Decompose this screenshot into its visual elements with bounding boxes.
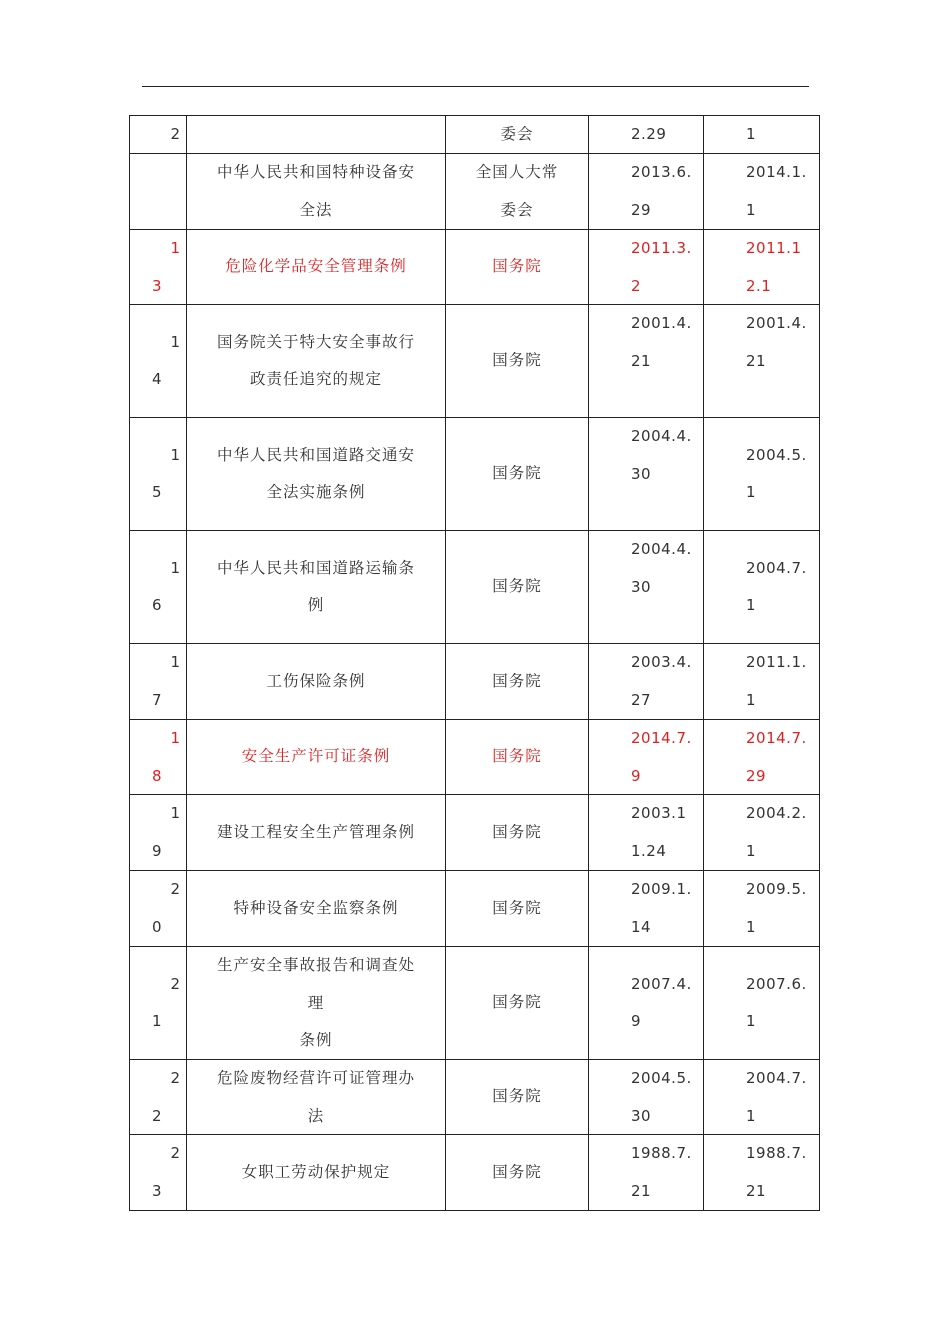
- issue-date-text: 2003.1: [631, 804, 687, 822]
- regulation-name-cell: [187, 1135, 446, 1211]
- issuing-authority-cell: [446, 644, 589, 720]
- effective-date-text: 21: [746, 1181, 767, 1200]
- issuing-authority-cell: [446, 947, 589, 1060]
- row-number-cell: [130, 230, 187, 305]
- effective-date-text: 2011.1: [746, 239, 802, 257]
- regulation-name-cell: [187, 1060, 446, 1135]
- regulation-name-text: 条例: [299, 1031, 333, 1049]
- issue-date-cell: [589, 305, 704, 418]
- issue-date-text: 2: [631, 276, 642, 295]
- table-row: [130, 230, 820, 305]
- issue-date-cell: [589, 154, 704, 230]
- issue-date-cell: [589, 116, 704, 154]
- regulation-name-text: 全法: [299, 200, 333, 219]
- issuing-authority-cell: [446, 154, 589, 230]
- row-number-cell: [130, 1060, 187, 1135]
- issuing-authority-cell: [446, 1060, 589, 1135]
- effective-date-text: 2004.7.: [746, 558, 807, 577]
- row-number-text: 1: [170, 804, 180, 822]
- row-number-text: 1: [170, 445, 180, 464]
- regulation-name-cell: [187, 795, 446, 871]
- regulation-name-cell: [187, 871, 446, 947]
- issue-date-text: 21: [631, 351, 652, 370]
- effective-date-text: 2009.5.: [746, 880, 807, 898]
- regulation-name-text: 女职工劳动保护规定: [241, 1162, 391, 1181]
- regulation-name-text: 危险化学品安全管理条例: [225, 257, 407, 276]
- issue-date-text: 9: [631, 1012, 642, 1030]
- effective-date-cell: [704, 1060, 820, 1135]
- issue-date-cell: [589, 871, 704, 947]
- issue-date-cell: [589, 720, 704, 795]
- row-number-text: 5: [152, 483, 162, 501]
- table-row: [130, 871, 820, 947]
- issuing-authority-text: 国务院: [492, 1162, 542, 1181]
- header-rule: [142, 86, 809, 87]
- regulations-table: [129, 115, 820, 1211]
- regulation-name-text: 全法实施条例: [266, 483, 366, 501]
- effective-date-text: 2007.6.: [746, 974, 807, 993]
- effective-date-cell: [704, 947, 820, 1060]
- issuing-authority-cell: [446, 531, 589, 644]
- effective-date-text: 1: [746, 200, 757, 219]
- table-row: [130, 418, 820, 531]
- issue-date-cell: [589, 644, 704, 720]
- row-number-cell: [130, 720, 187, 795]
- issue-date-text: 30: [631, 464, 652, 483]
- effective-date-cell: [704, 871, 820, 947]
- issuing-authority-cell: [446, 230, 589, 305]
- row-number-cell: [130, 644, 187, 720]
- effective-date-cell: [704, 305, 820, 418]
- issue-date-cell: [589, 795, 704, 871]
- table-row: [130, 947, 820, 1060]
- regulation-name-cell: [187, 644, 446, 720]
- table-row: [130, 531, 820, 644]
- issue-date-text: 2014.7.: [631, 729, 692, 747]
- regulation-name-cell: [187, 720, 446, 795]
- effective-date-text: 21: [746, 351, 767, 370]
- effective-date-text: 2011.1.: [746, 653, 807, 671]
- row-number-text: 0: [152, 917, 162, 936]
- regulation-name-text: 工伤保险条例: [266, 671, 366, 690]
- row-number-cell: [130, 1135, 187, 1211]
- issue-date-text: 21: [631, 1181, 652, 1200]
- issue-date-text: 30: [631, 1106, 652, 1125]
- effective-date-text: 2004.5.: [746, 445, 807, 464]
- issue-date-text: 2013.6.: [631, 163, 692, 181]
- regulation-name-text: 中华人民共和国道路运输条: [216, 558, 415, 577]
- issue-date-text: 2009.1.: [631, 880, 692, 898]
- issuing-authority-text: 国务院: [492, 747, 542, 766]
- row-number-text: 1: [170, 239, 180, 257]
- issuing-authority-cell: [446, 418, 589, 531]
- row-number-cell: [130, 116, 187, 154]
- issuing-authority-text: 国务院: [492, 351, 542, 370]
- regulation-name-cell: [187, 116, 446, 154]
- effective-date-text: 1: [746, 596, 757, 614]
- issue-date-cell: [589, 230, 704, 305]
- table-row: [130, 720, 820, 795]
- issuing-authority-text: 国务院: [492, 577, 542, 596]
- effective-date-text: 29: [746, 766, 767, 785]
- table-row: [130, 116, 820, 154]
- row-number-text: 1: [152, 1012, 162, 1030]
- regulation-name-text: 理: [307, 993, 325, 1012]
- issuing-authority-text: 国务院: [492, 822, 542, 841]
- regulation-name-text: 危险废物经营许可证管理办: [216, 1069, 415, 1087]
- effective-date-cell: [704, 418, 820, 531]
- row-number-text: 8: [152, 766, 162, 785]
- issue-date-text: 29: [631, 200, 652, 219]
- issue-date-text: 9: [631, 766, 642, 785]
- row-number-text: 1: [170, 332, 180, 351]
- row-number-text: 2: [152, 1106, 162, 1125]
- row-number-cell: [130, 154, 187, 230]
- row-number-cell: [130, 305, 187, 418]
- effective-date-text: 2001.4.: [746, 314, 807, 332]
- effective-date-cell: [704, 116, 820, 154]
- issue-date-text: 1.24: [631, 841, 667, 860]
- regulation-name-text: 中华人民共和国特种设备安: [216, 163, 415, 181]
- row-number-text: 2: [170, 880, 180, 898]
- issue-date-text: 2.29: [631, 125, 667, 143]
- table-row: [130, 305, 820, 418]
- regulation-name-cell: [187, 154, 446, 230]
- issuing-authority-text: 委会: [500, 200, 534, 219]
- row-number-text: 6: [152, 596, 162, 614]
- effective-date-text: 2004.2.: [746, 804, 807, 822]
- row-number-text: 2: [170, 974, 180, 993]
- row-number-text: 9: [152, 841, 162, 860]
- effective-date-text: 1: [746, 483, 757, 501]
- row-number-text: 2: [170, 125, 180, 143]
- issue-date-cell: [589, 418, 704, 531]
- issuing-authority-text: 委会: [500, 125, 534, 143]
- table-row: [130, 644, 820, 720]
- issue-date-text: 2004.4.: [631, 540, 692, 558]
- row-number-cell: [130, 947, 187, 1060]
- issuing-authority-text: 国务院: [492, 993, 542, 1012]
- row-number-text: 1: [170, 558, 180, 577]
- issue-date-text: 2007.4.: [631, 974, 692, 993]
- effective-date-cell: [704, 795, 820, 871]
- issue-date-text: 1988.7.: [631, 1144, 692, 1162]
- regulation-name-cell: [187, 531, 446, 644]
- issuing-authority-cell: [446, 720, 589, 795]
- issuing-authority-cell: [446, 1135, 589, 1211]
- effective-date-text: 1: [746, 841, 757, 860]
- issuing-authority-cell: [446, 305, 589, 418]
- row-number-cell: [130, 531, 187, 644]
- issuing-authority-text: 国务院: [492, 898, 542, 917]
- regulation-name-text: 政责任追究的规定: [249, 370, 382, 388]
- table-row: [130, 1135, 820, 1211]
- issuing-authority-cell: [446, 795, 589, 871]
- effective-date-text: 1: [746, 1012, 757, 1030]
- issue-date-cell: [589, 1060, 704, 1135]
- issue-date-text: 2011.3.: [631, 239, 692, 257]
- regulations-table-body: [130, 116, 820, 1211]
- effective-date-text: 1: [746, 125, 757, 143]
- issue-date-text: 27: [631, 690, 652, 709]
- issue-date-text: 2004.4.: [631, 427, 692, 445]
- issuing-authority-text: 国务院: [492, 1087, 542, 1106]
- effective-date-text: 1988.7.: [746, 1144, 807, 1162]
- row-number-cell: [130, 871, 187, 947]
- effective-date-text: 2004.7.: [746, 1069, 807, 1087]
- regulation-name-cell: [187, 305, 446, 418]
- regulation-name-text: 特种设备安全监察条例: [233, 898, 399, 917]
- row-number-text: 7: [152, 690, 162, 709]
- regulation-name-text: 安全生产许可证条例: [241, 747, 391, 766]
- issue-date-text: 2003.4.: [631, 653, 692, 671]
- issue-date-cell: [589, 947, 704, 1060]
- table-row: [130, 154, 820, 230]
- table-row: [130, 795, 820, 871]
- row-number-text: 2: [170, 1144, 180, 1162]
- issue-date-text: 30: [631, 577, 652, 596]
- effective-date-cell: [704, 644, 820, 720]
- regulation-name-text: 生产安全事故报告和调查处: [216, 956, 415, 974]
- regulation-name-cell: [187, 947, 446, 1060]
- effective-date-cell: [704, 230, 820, 305]
- issue-date-cell: [589, 1135, 704, 1211]
- row-number-cell: [130, 418, 187, 531]
- regulation-name-text: 建设工程安全生产管理条例: [216, 822, 415, 841]
- issuing-authority-cell: [446, 116, 589, 154]
- issue-date-text: 14: [631, 917, 652, 936]
- issuing-authority-text: 国务院: [492, 671, 542, 690]
- regulation-name-cell: [187, 418, 446, 531]
- effective-date-text: 2014.7.: [746, 729, 807, 747]
- issue-date-cell: [589, 531, 704, 644]
- row-number-text: 3: [152, 276, 162, 295]
- row-number-text: 1: [170, 653, 180, 671]
- effective-date-cell: [704, 720, 820, 795]
- issuing-authority-text: 国务院: [492, 464, 542, 483]
- regulation-name-cell: [187, 230, 446, 305]
- effective-date-text: 2.1: [746, 276, 772, 295]
- row-number-text: 2: [170, 1069, 180, 1087]
- effective-date-text: 1: [746, 917, 757, 936]
- issuing-authority-cell: [446, 871, 589, 947]
- regulation-name-text: 例: [307, 596, 325, 614]
- effective-date-cell: [704, 1135, 820, 1211]
- regulation-name-text: 国务院关于特大安全事故行: [216, 332, 415, 351]
- issuing-authority-text: 全国人大常: [475, 163, 559, 181]
- effective-date-text: 1: [746, 1106, 757, 1125]
- row-number-text: 3: [152, 1181, 162, 1200]
- issue-date-text: 2004.5.: [631, 1069, 692, 1087]
- effective-date-cell: [704, 154, 820, 230]
- issue-date-text: 2001.4.: [631, 314, 692, 332]
- row-number-cell: [130, 795, 187, 871]
- effective-date-cell: [704, 531, 820, 644]
- row-number-text: 1: [170, 729, 180, 747]
- effective-date-text: 1: [746, 690, 757, 709]
- issuing-authority-text: 国务院: [492, 257, 542, 276]
- regulation-name-text: 中华人民共和国道路交通安: [216, 445, 415, 464]
- table-row: [130, 1060, 820, 1135]
- row-number-text: 4: [152, 370, 162, 388]
- effective-date-text: 2014.1.: [746, 163, 807, 181]
- regulation-name-text: 法: [307, 1106, 325, 1125]
